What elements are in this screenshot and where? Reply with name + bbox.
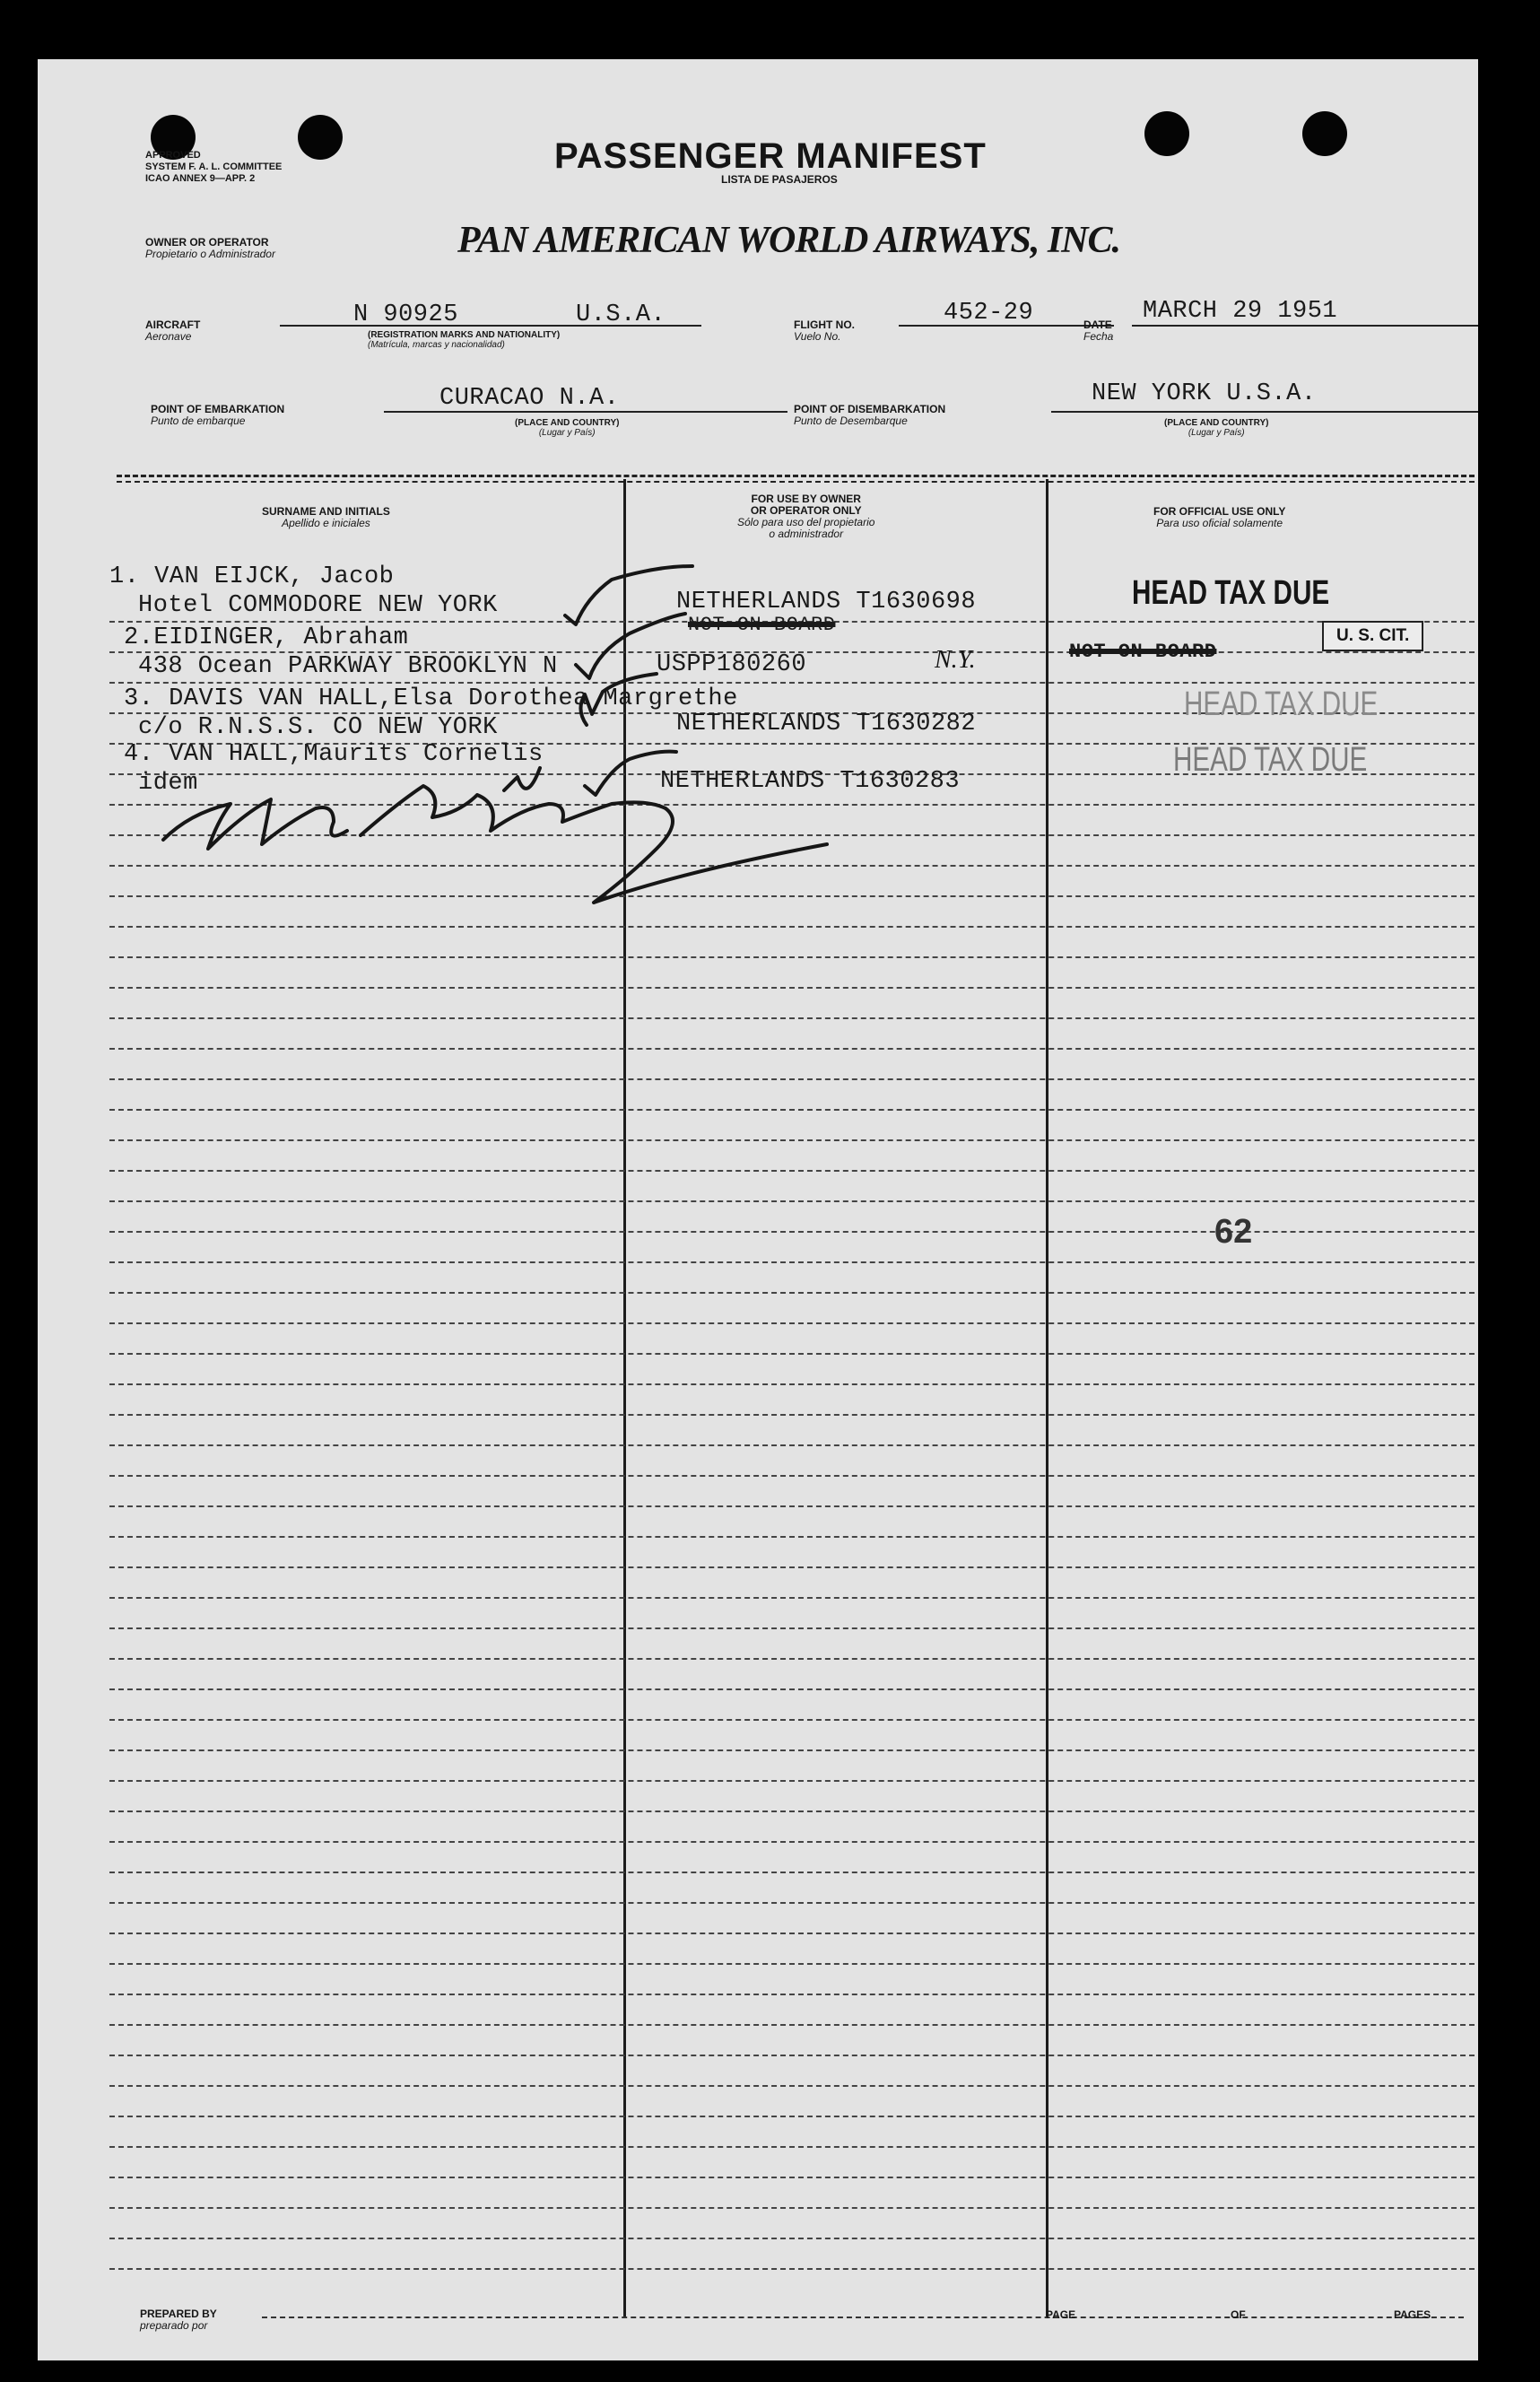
ruled-line <box>109 1322 1475 1324</box>
passenger-2-document-note: N.Y. <box>935 646 976 674</box>
ruled-line <box>109 1414 1475 1416</box>
column-header-official-use: FOR OFFICIAL USE ONLY Para uso oficial solamente <box>1153 505 1286 529</box>
passenger-2-official-box: U. S. CIT. <box>1322 621 1423 651</box>
passenger-2-address: 438 Ocean PARKWAY BROOKLYN N <box>138 653 558 680</box>
ruled-line <box>109 1292 1475 1294</box>
passenger-1-document-note: NOT ON BOARD <box>688 614 836 636</box>
column-header-names: SURNAME AND INITIALS Apellido e iniciales <box>262 505 390 529</box>
passenger-4-document: NETHERLANDS T1630283 <box>660 768 961 795</box>
ruled-line <box>109 1078 1475 1080</box>
ruled-line <box>109 2146 1475 2148</box>
ruled-line <box>109 1139 1475 1141</box>
ruled-line <box>109 1231 1475 1233</box>
ruled-line <box>109 1749 1475 1751</box>
manifest-page <box>38 59 1478 2360</box>
ruled-line <box>109 1902 1475 1904</box>
page-label: PAGE <box>1046 2308 1076 2321</box>
ruled-line <box>109 2268 1475 2270</box>
prepared-by-label: PREPARED BY preparado por <box>140 2308 217 2332</box>
embarkation-value: CURACAO N.A. <box>439 385 620 412</box>
ruled-line <box>109 1200 1475 1202</box>
passenger-1-document: NETHERLANDS T1630698 <box>676 589 977 615</box>
passenger-2-document: USPP180260 <box>657 651 807 678</box>
official-number: 62 <box>1214 1213 1253 1251</box>
ruled-line <box>109 2055 1475 2056</box>
ruled-line <box>109 2085 1475 2087</box>
ruled-line <box>109 1444 1475 1446</box>
ruled-line <box>109 1383 1475 1385</box>
ruled-line <box>109 1566 1475 1568</box>
aircraft-caption: (REGISTRATION MARKS AND NATIONALITY) (Matrícula, marcas y nacionalidad) <box>368 330 561 350</box>
ruled-line <box>109 2207 1475 2209</box>
flight-label: FLIGHT NO. Vuelo No. <box>794 318 855 343</box>
ruled-line <box>109 2024 1475 2026</box>
footer-underline-dashes <box>262 2317 1464 2318</box>
handwritten-marks <box>38 59 1478 1046</box>
ruled-line <box>109 1963 1475 1965</box>
ruled-line <box>109 1627 1475 1629</box>
passenger-2-name: 2.EIDINGER, Abraham <box>124 624 409 651</box>
pages-label: PAGES <box>1394 2308 1431 2321</box>
date-label: DATE Fecha <box>1083 318 1114 343</box>
date-value: MARCH 29 1951 <box>1143 298 1338 325</box>
passenger-3-document: NETHERLANDS T1630282 <box>676 711 977 737</box>
ruled-line <box>109 1688 1475 1690</box>
of-label: OF <box>1231 2308 1246 2321</box>
passenger-3-name: 3. DAVIS VAN HALL,Elsa Dorothea Margrethe <box>124 685 738 712</box>
ruled-line <box>109 1658 1475 1660</box>
embarkation-label: POINT OF EMBARKATION Punto de embarque <box>151 403 285 427</box>
ruled-line <box>109 1780 1475 1782</box>
ruled-line <box>109 1597 1475 1599</box>
ruled-line <box>109 2238 1475 2239</box>
ruled-line <box>109 1261 1475 1263</box>
ruled-line <box>109 1810 1475 1812</box>
ruled-line <box>109 1048 1475 1050</box>
ruled-line <box>109 2116 1475 2117</box>
owner-value: PAN AMERICAN WORLD AIRWAYS, INC. <box>457 220 1121 261</box>
owner-label: OWNER OR OPERATOR Propietario o Administrador <box>145 236 275 260</box>
passenger-1-address: Hotel COMMODORE NEW YORK <box>138 592 498 619</box>
ruled-line <box>109 1719 1475 1721</box>
passenger-4-address: idem <box>138 770 198 797</box>
ruled-line <box>109 1109 1475 1111</box>
ruled-line <box>109 1505 1475 1507</box>
aircraft-nationality: U.S.A. <box>576 301 666 328</box>
passenger-1-official-stamp: HEAD TAX DUE <box>1132 574 1330 612</box>
flight-value: 452-29 <box>944 300 1034 327</box>
embarkation-caption: (PLACE AND COUNTRY) (Lugar y País) <box>515 418 620 438</box>
approved-block: APPROVED SYSTEM F. A. L. COMMITTEE ICAO ANNEX 9—APP. 2 <box>145 150 283 184</box>
ruled-line <box>109 2177 1475 2178</box>
aircraft-registration: N 90925 <box>353 301 458 328</box>
passenger-4-name: 4. VAN HALL,Maurits Cornelis <box>124 741 544 768</box>
disembarkation-label: POINT OF DISEMBARKATION Punto de Desembarque <box>794 403 946 427</box>
page-title-spanish: LISTA DE PASAJEROS <box>721 173 838 186</box>
page-title: PASSENGER MANIFEST <box>554 136 987 176</box>
ruled-line <box>109 1170 1475 1172</box>
passenger-3-address: c/o R.N.S.S. CO NEW YORK <box>138 714 498 741</box>
disembarkation-value: NEW YORK U.S.A. <box>1092 380 1317 407</box>
ruled-line <box>109 1994 1475 1995</box>
passenger-2-official-note: NOT ON BOARD <box>1069 641 1217 663</box>
ruled-line <box>109 1872 1475 1873</box>
ruled-line <box>109 1475 1475 1477</box>
ruled-line <box>109 1536 1475 1538</box>
aircraft-label: AIRCRAFT Aeronave <box>145 318 201 343</box>
passenger-3-official-stamp: HEAD TAX DUE <box>1184 685 1379 723</box>
disembarkation-caption: (PLACE AND COUNTRY) (Lugar y País) <box>1164 418 1269 438</box>
ruled-line <box>109 1353 1475 1355</box>
column-header-owner-use: FOR USE BY OWNER OR OPERATOR ONLY Sólo para uso del propietario o administrador <box>737 493 875 540</box>
passenger-1-name: 1. VAN EIJCK, Jacob <box>109 563 395 590</box>
passenger-4-official-stamp: HEAD TAX DUE <box>1173 741 1368 779</box>
ruled-line <box>109 1933 1475 1934</box>
ruled-line <box>109 1841 1475 1843</box>
